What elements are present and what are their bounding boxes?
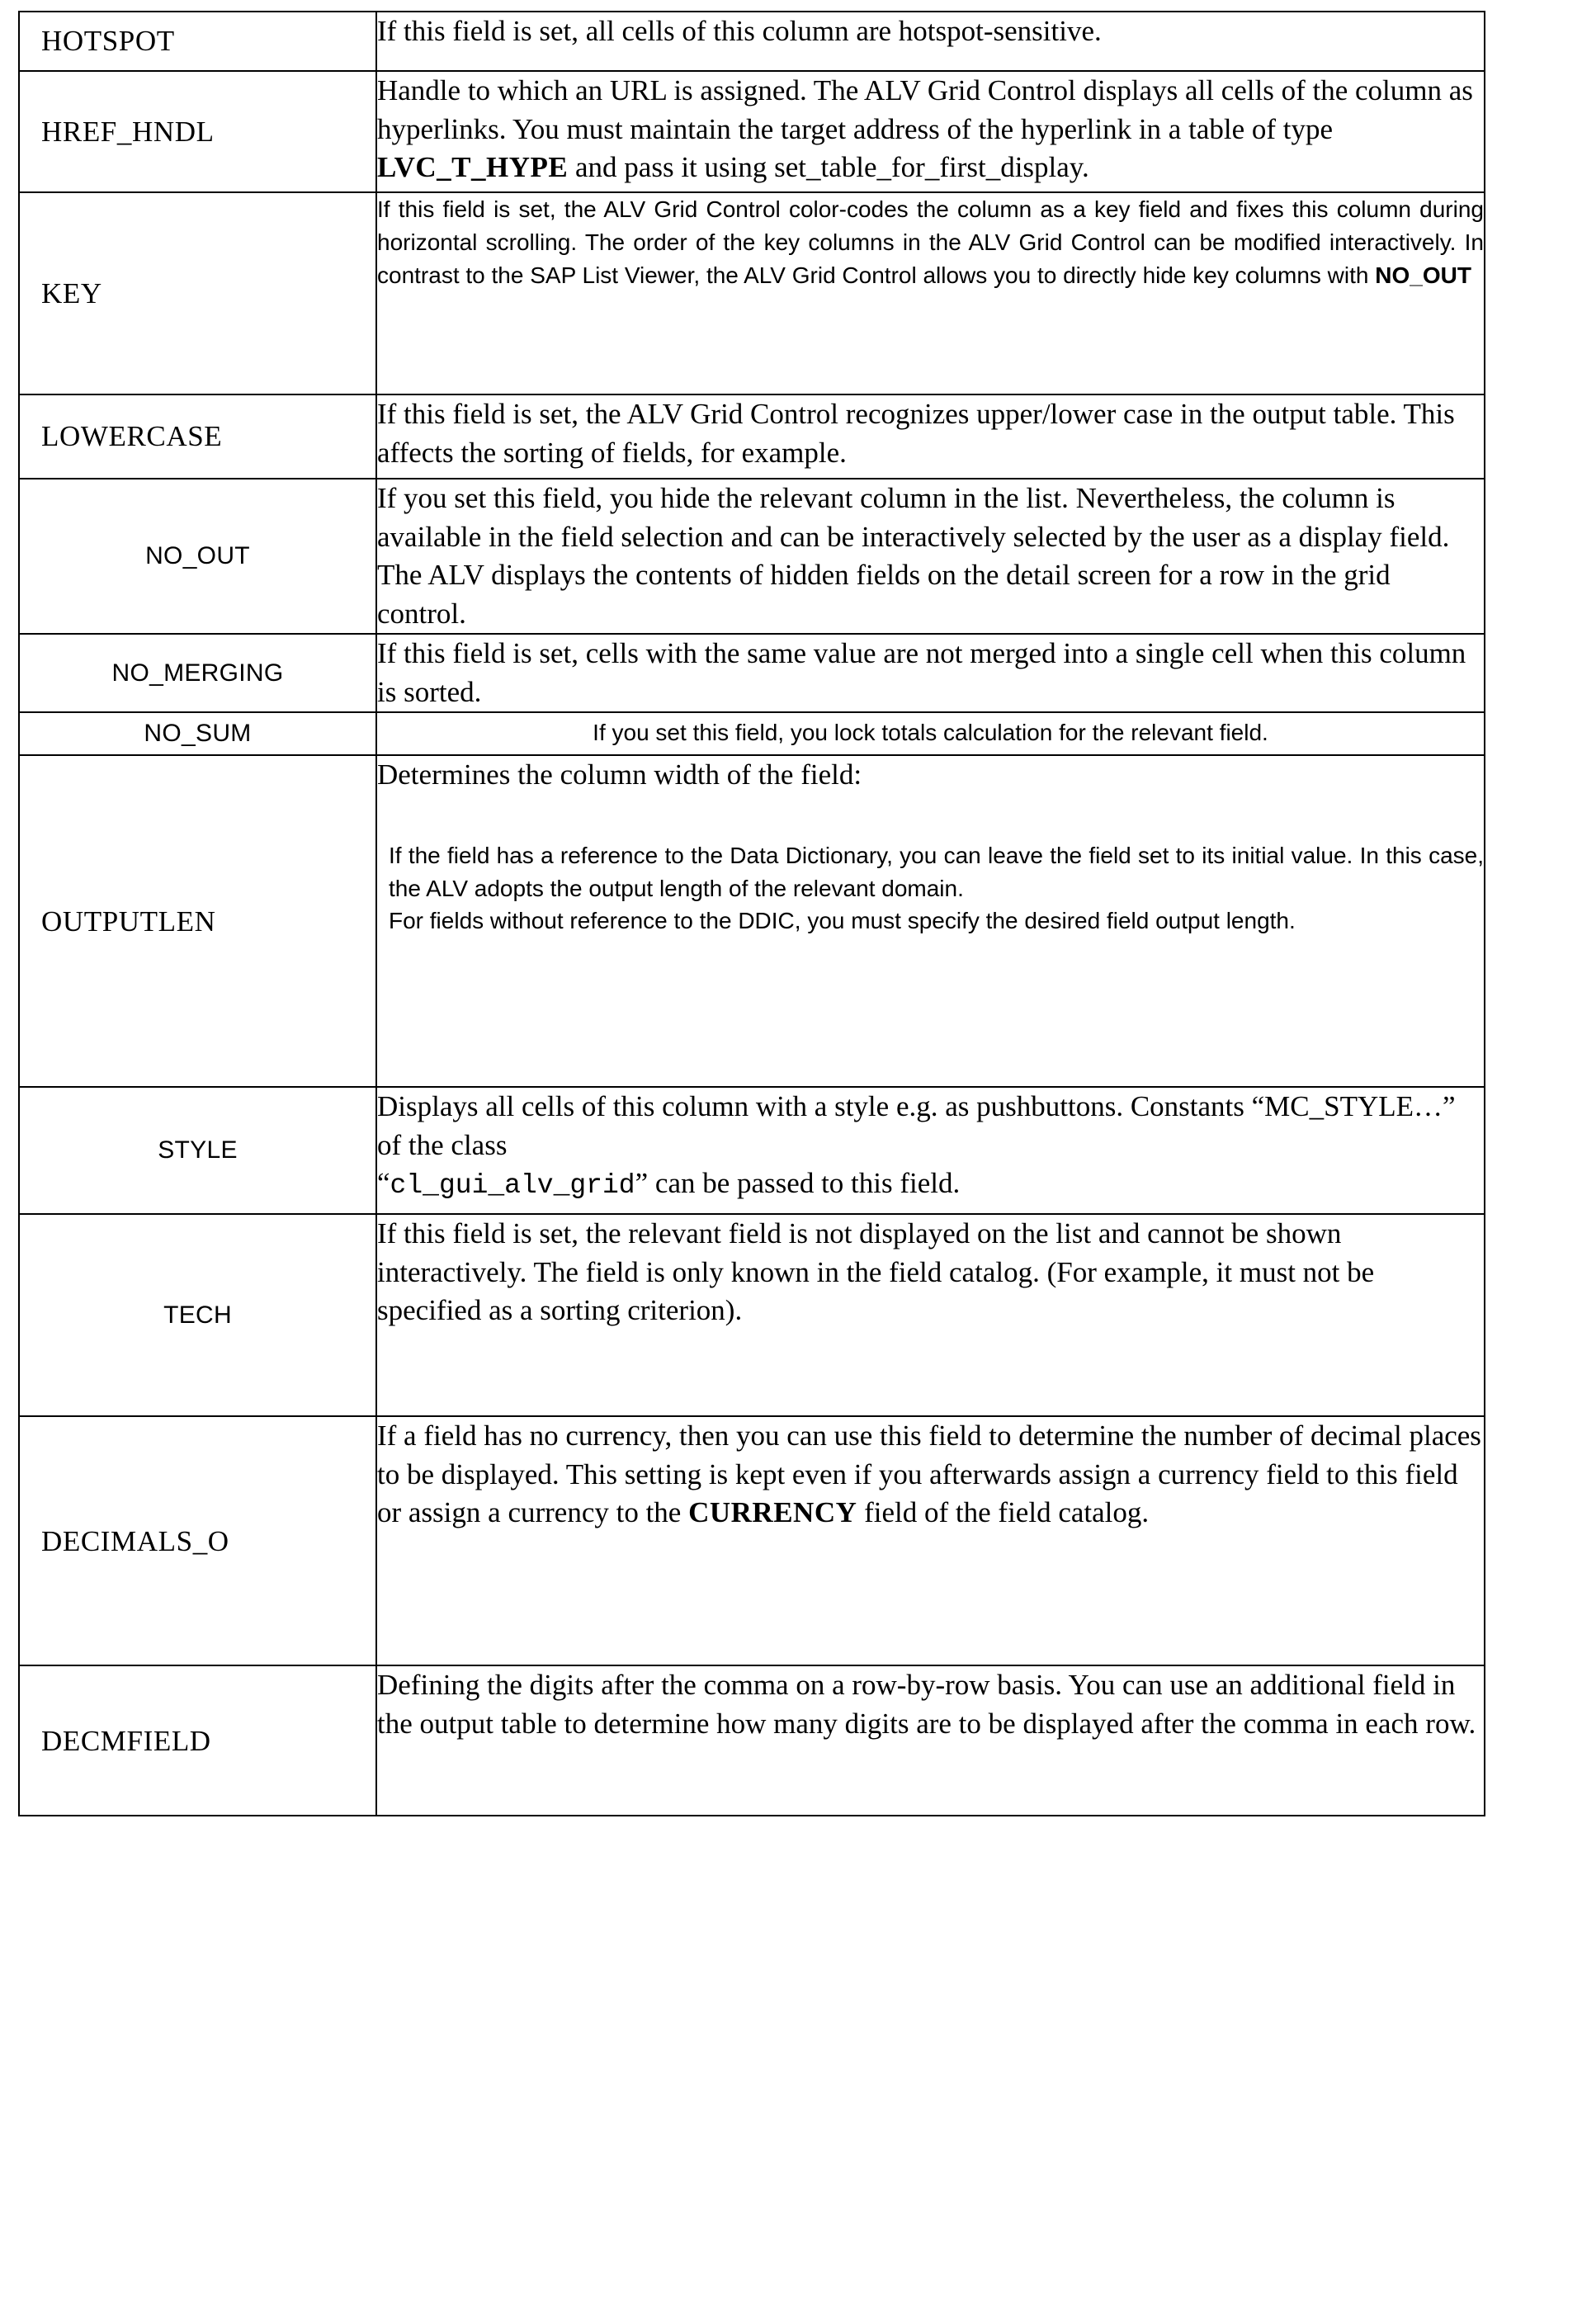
field-catalog-table	[18, 11, 1485, 1816]
paragraph-spacer	[377, 795, 1484, 839]
field-description-cell	[376, 712, 1485, 755]
field-name-label: NO_OUT	[145, 542, 250, 570]
field-description-cell	[376, 12, 1485, 71]
field-name-cell	[19, 1214, 376, 1416]
field-name-cell	[19, 192, 376, 394]
description-part-before: If this field is set, the ALV Grid Control color-codes the column as a key field and fixes this column during horizontal scrolling. The order of the key columns in the ALV Grid Control can be modified interactively. In contrast to the SAP List Viewer, the ALV Grid Control allows you to directly hide key columns with	[377, 196, 1484, 288]
field-name-cell	[19, 71, 376, 192]
description-bold-term: NO_OUT	[1375, 262, 1471, 288]
field-name-label: OUTPUTLEN	[41, 905, 216, 938]
field-description-cell	[376, 634, 1485, 712]
table-row	[19, 12, 1485, 71]
field-description-cell	[376, 479, 1485, 634]
field-name-label: STYLE	[158, 1136, 238, 1164]
field-name-label: DECIMALS_O	[41, 1524, 229, 1557]
field-name-cell	[19, 12, 376, 71]
field-name-label: LOWERCASE	[41, 420, 223, 453]
field-description-cell	[376, 394, 1485, 479]
table-row	[19, 634, 1485, 712]
description-bold-term: LVC_T_HYPE	[377, 151, 569, 184]
field-description-cell	[376, 1214, 1485, 1416]
description-bold-term: CURRENCY	[688, 1496, 857, 1529]
table-row	[19, 394, 1485, 479]
table-row	[19, 755, 1485, 1087]
table-row	[19, 192, 1485, 394]
description-text: If you set this field, you hide the relevant column in the list. Nevertheless, the column is available in the field selection and can be interactively selected by the user as a display field. The ALV displays the contents of hidden fields on the detail screen for a row in the grid control.	[377, 482, 1450, 630]
description-paragraph: For fields without reference to the DDIC, you must specify the desired field output length.	[389, 908, 1296, 934]
field-description-cell	[376, 755, 1485, 1087]
description-text	[377, 193, 1484, 291]
description-text: If this field is set, the relevant field is not displayed on the list and cannot be shown interactively. The field is only known in the field catalog. (For example, it must not be specified as a sorting criterion).	[377, 1217, 1375, 1327]
field-name-cell	[19, 479, 376, 634]
description-text: If this field is set, the ALV Grid Control recognizes upper/lower case in the output table. This affects the sorting of fields, for example.	[377, 398, 1455, 469]
field-description-cell	[376, 192, 1485, 394]
description-code-line	[377, 1164, 1484, 1204]
table-row	[19, 1214, 1485, 1416]
description-part-after: field of the field catalog.	[857, 1496, 1150, 1529]
table-row	[19, 71, 1485, 192]
field-name-label: NO_MERGING	[111, 659, 284, 687]
description-text: If you set this field, you lock totals calculation for the relevant field.	[593, 720, 1268, 746]
description-text	[377, 1417, 1484, 1533]
description-text: If this field is set, cells with the same value are not merged into a single cell when this column is sorted.	[377, 637, 1466, 708]
description-part-after: can be passed to this field.	[648, 1167, 961, 1200]
table-row	[19, 712, 1485, 755]
description-lead-text: Determines the column width of the field:	[377, 758, 862, 791]
table-row	[19, 479, 1485, 634]
field-name-label: HOTSPOT	[41, 25, 175, 58]
field-name-cell	[19, 1665, 376, 1816]
field-description-cell	[376, 1665, 1485, 1816]
table-row	[19, 1087, 1485, 1214]
description-part-after: and pass it using set_table_for_first_display.	[568, 151, 1089, 184]
field-name-label: DECMFIELD	[41, 1724, 211, 1757]
quote-close: ”	[635, 1167, 649, 1200]
field-name-cell	[19, 755, 376, 1087]
field-name-cell	[19, 1087, 376, 1214]
description-part-before: If a field has no currency, then you can use this field to determine the number of decimal places to be displayed. This setting is kept even if you afterwards assign a currency field to this field or assign a currency to the	[377, 1419, 1481, 1529]
table-row	[19, 1665, 1485, 1816]
field-description-cell	[376, 1416, 1485, 1665]
field-name-cell	[19, 712, 376, 755]
field-name-cell	[19, 634, 376, 712]
field-name-cell	[19, 394, 376, 479]
field-name-label: HREF_HNDL	[41, 115, 215, 148]
description-paragraph: If the field has a reference to the Data Dictionary, you can leave the field set to its initial value. In this case, the ALV adopts the output length of the relevant domain.	[389, 842, 1484, 901]
field-name-label: NO_SUM	[144, 720, 252, 748]
field-name-label: KEY	[41, 276, 102, 309]
description-text: If this field is set, all cells of this column are hotspot-sensitive.	[377, 15, 1102, 47]
field-name-label: TECH	[163, 1301, 232, 1329]
table-row	[19, 1416, 1485, 1665]
quote-open: “	[377, 1167, 390, 1200]
field-description-cell	[376, 1087, 1485, 1214]
description-text: Defining the digits after the comma on a row-by-row basis. You can use an additional field in the output table to determine how many digits are to be displayed after the comma in each row.	[377, 1669, 1476, 1740]
class-name-code: cl_gui_alv_grid	[390, 1170, 635, 1202]
description-text: Displays all cells of this column with a style e.g. as pushbuttons. Constants “MC_STYLE…” of the class	[377, 1090, 1456, 1161]
description-part-before: Handle to which an URL is assigned. The ALV Grid Control displays all cells of the column as hyperlinks. You must maintain the target address of the hyperlink in a table of type	[377, 74, 1473, 145]
field-name-cell	[19, 1416, 376, 1665]
field-description-cell	[376, 71, 1485, 192]
description-text	[377, 72, 1484, 187]
